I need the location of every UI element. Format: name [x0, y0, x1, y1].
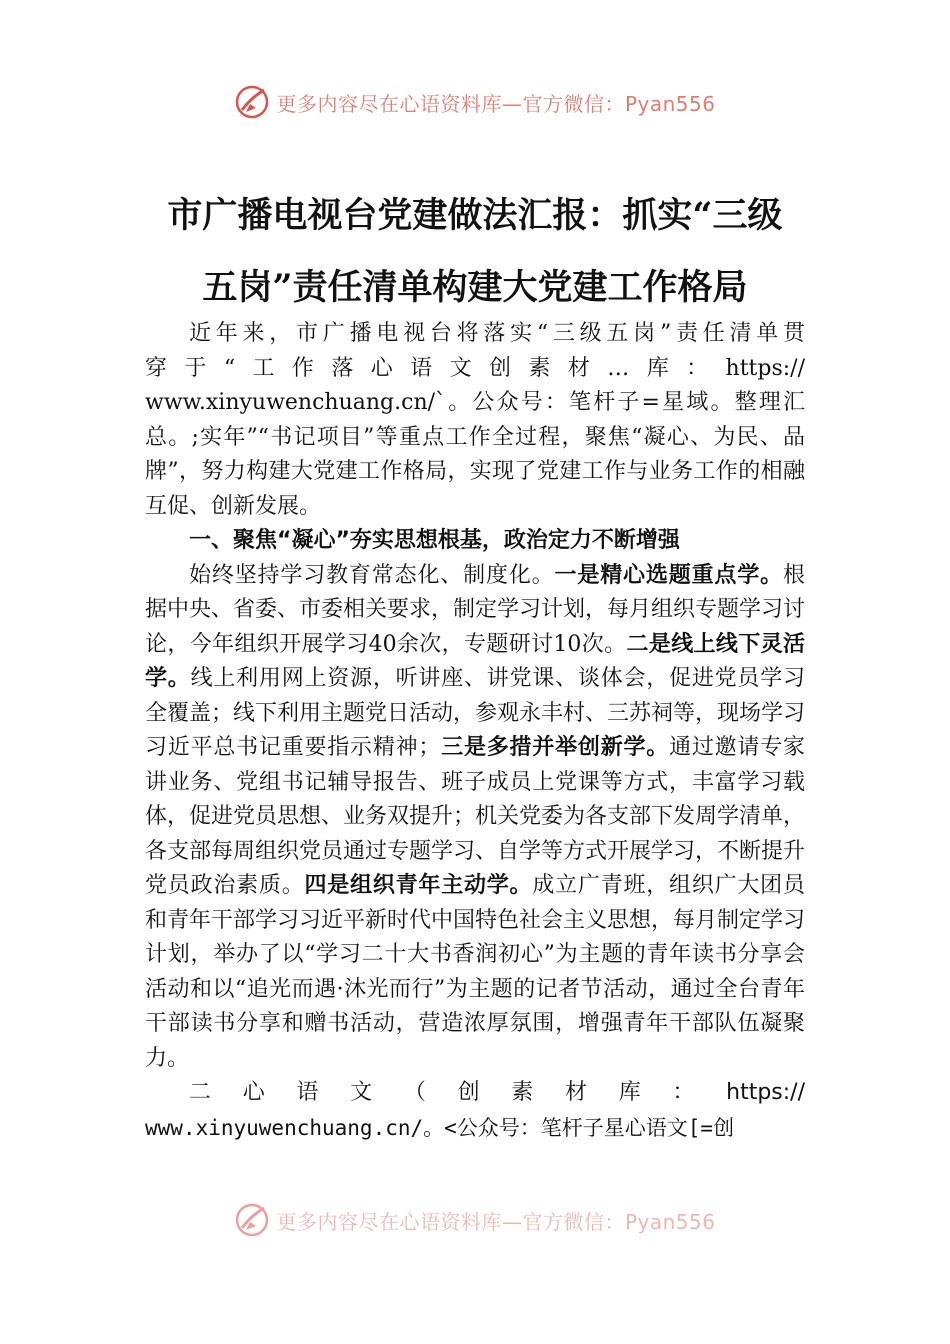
point-1-label: 一是精心选题重点学。	[554, 562, 783, 588]
watermark-banner-bottom	[0, 1200, 950, 1240]
intro-line-2: 穿于“工作落心语文创素材…库：https://	[145, 355, 805, 381]
watermark-text-bottom: 更多内容尽在心语资料库—官方微信：Pyan556	[276, 1209, 716, 1234]
intro-line-1: 近年来，市广播电视台将落实“三级五岗”责任清单贯	[189, 321, 805, 346]
point-1-text: 根据中央、省委、市委相关要求，制定学习计划，每月组织专题学习讨论，今年组织开展学习40余次，专题研讨10次。	[145, 562, 806, 657]
point-4-text: 成立广青班，组织广大团员和青年干部学习习近平新时代中国特色社会主义思想，每月制定学习计划，举办了以“学习二十大书香润初心”为主题的青年读书分享会活动和以“追光而遇·沐光而行”为主题的记者节活动，通过全台青年干部读书分享和赠书活动，营造浓厚氛围，增强青年干部队伍凝聚力。	[145, 873, 806, 1071]
watermark-text: 更多内容尽在心语资料库—官方微信：Pyan556	[276, 91, 716, 116]
title-line-2: 五岗”责任清单构建大党建工作格局	[202, 267, 748, 308]
watermark-banner-top	[0, 82, 950, 122]
section-1-heading-text: 一、聚焦“凝心”夯实思想根基，政治定力不断增强	[189, 528, 680, 553]
section-2-line-1: 二心语文（创素材库：https://	[189, 1080, 805, 1105]
section-2-line-2: www.xinyuwenchuang.cn/。<公众号：笔杆子星心语文[=创	[145, 1115, 735, 1140]
section-1-heading	[145, 524, 805, 559]
section-1-paragraph	[145, 559, 805, 1077]
point-2-label: 二是线上线下灵活学。	[145, 631, 805, 691]
intro-paragraph-rest: www.xinyuwenchuang.cn/`。公众号：笔杆子=星域。整理汇总。;实年”“书记项目”等重点工作全过程，聚焦“凝心、为民、品牌”，努力构建大党建工作格局，实现了党建工作与业务工作的相融互促、创新发展。	[145, 390, 805, 519]
point-2-text: 线上利用网上资源，听讲座、讲党课、谈体会，促进党员学习全覆盖；线下利用主题党日活动，参观永丰村、三苏祠等，现场学习习近平总书记重要指示精神；	[145, 666, 806, 760]
point-3-label: 三是多措并举创新学。	[440, 735, 670, 760]
section-1-lead: 始终坚持学习教育常态化、制度化。	[189, 562, 555, 588]
point-3-text: 通过邀请专家讲业务、党组书记辅导报告、班子成员上党课等方式，丰富学习载体，促进党员思想、业务双提升；机关党委为各支部下发周学清单，各支部每周组织党员通过专题学习、自学等方式开展学习，不断提升党员政治素质。	[145, 735, 806, 898]
document-body	[145, 317, 805, 1145]
title-line-1: 市广播电视台党建做法汇报：抓实“三级	[167, 195, 783, 236]
logo-icon	[234, 84, 270, 120]
logo-icon	[234, 1202, 270, 1238]
document-title	[120, 180, 830, 324]
point-4-label: 四是组织青年主动学。	[304, 873, 533, 898]
